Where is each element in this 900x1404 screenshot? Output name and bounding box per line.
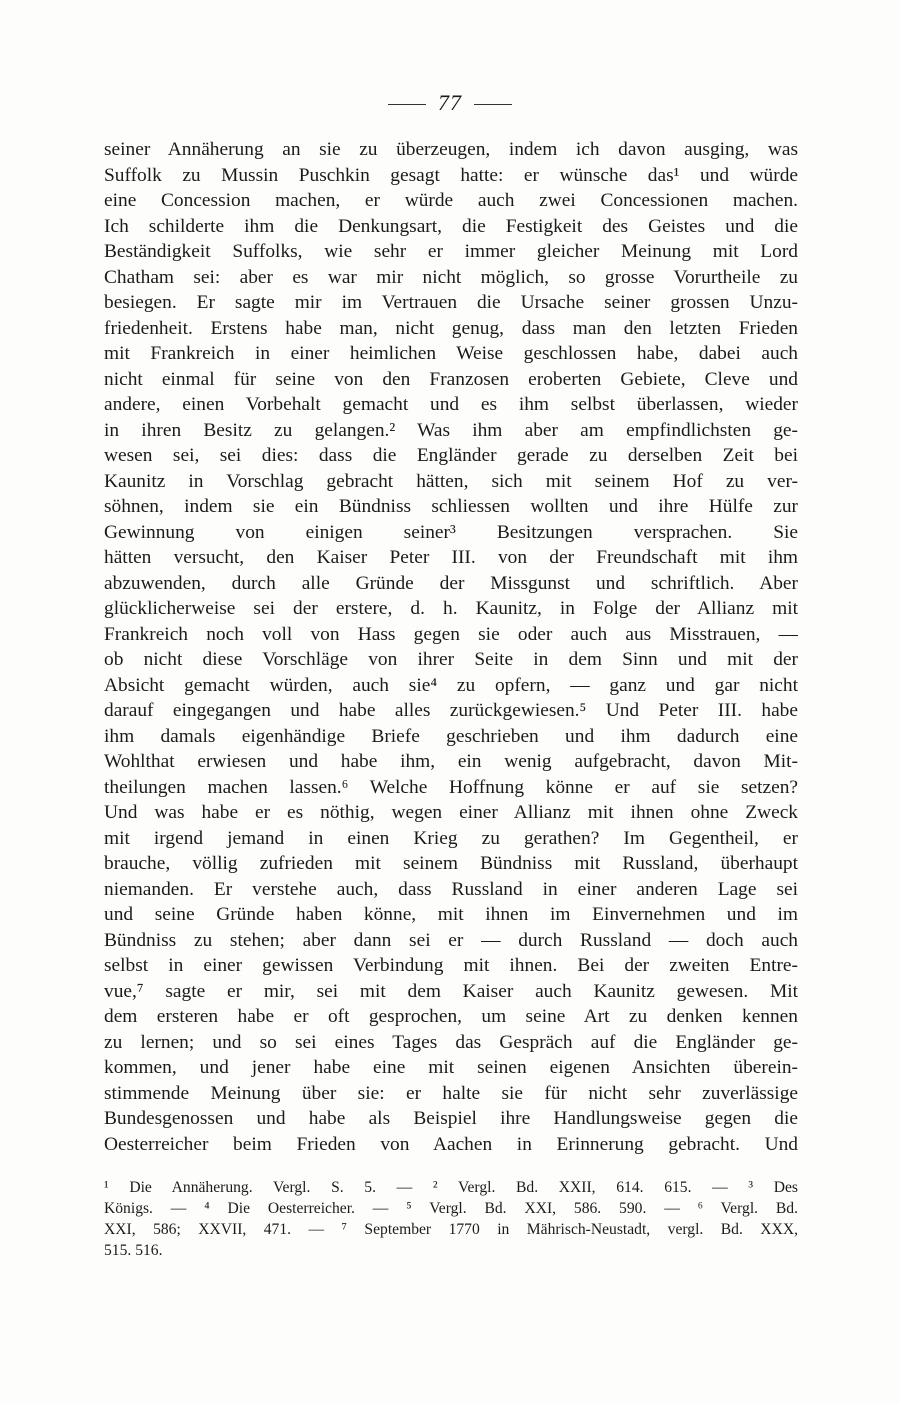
text-line: Suffolk zu Mussin Puschkin gesagt hatte: er wünsche das¹ und würde	[104, 164, 798, 186]
page-number: 77	[438, 90, 462, 115]
text-line: glücklicherweise sei der erstere, d. h. Kaunitz, in Folge der Allianz mit	[104, 598, 798, 619]
text-line: eine Concession machen, er würde auch zwei Concessionen machen.	[104, 190, 798, 211]
text-line: besiegen. Er sagte mir im Vertrauen die Ursache seiner grossen Unzu-	[104, 292, 798, 313]
text-line: andere, einen Vorbehalt gemacht und es ihm selbst überlassen, wieder	[104, 394, 798, 415]
text-line: dem ersteren habe er oft gesprochen, um seine Art zu denken kennen	[104, 1006, 798, 1027]
text-line: Oesterreicher beim Frieden von Aachen in Erinnerung gebracht. Und	[104, 1133, 798, 1155]
text-line: friedenheit. Erstens habe man, nicht genug, dass man den letzten Frieden	[104, 317, 798, 339]
text-line: söhnen, indem sie ein Bündniss schliessen wollten und ihre Hülfe zur	[104, 496, 798, 517]
text-line: darauf eingegangen und habe alles zurückgewiesen.⁵ Und Peter III. habe	[104, 700, 798, 721]
text-line: wesen sei, sei dies: dass die Engländer gerade zu derselben Zeit bei	[104, 445, 798, 466]
footnote-line: XXI, 586; XXVII, 471. — ⁷ September 1770 in Mährisch-Neustadt, vergl. Bd. XXX,	[104, 1221, 798, 1238]
text-line: Wohlthat erwiesen und habe ihm, ein wenig aufgebracht, davon Mit-	[104, 751, 798, 772]
text-line: theilungen machen lassen.⁶ Welche Hoffnung könne er auf sie setzen?	[104, 776, 798, 798]
text-line: Absicht gemacht würden, auch sie⁴ zu opfern, — ganz und gar nicht	[104, 674, 798, 696]
text-line: Chatham sei: aber es war mir nicht möglich, so grosse Vorurtheile zu	[104, 266, 798, 288]
text-line: seiner Annäherung an sie zu überzeugen, indem ich davon ausging, was	[104, 139, 798, 160]
footnote-line: Königs. — ⁴ Die Oesterreicher. — ⁵ Vergl. Bd. XXI, 586. 590. — ⁶ Vergl. Bd.	[104, 1200, 798, 1217]
text-line: Bündniss zu stehen; aber dann sei er — durch Russland — doch auch	[104, 929, 798, 951]
text-line: kommen, und jener habe eine mit seinen eigenen Ansichten überein-	[104, 1057, 798, 1078]
text-line: zu lernen; und so sei eines Tages das Gespräch auf die Engländer ge-	[104, 1031, 798, 1053]
footnote-line: ¹ Die Annäherung. Vergl. S. 5. — ² Vergl. Bd. XXII, 614. 615. — ³ Des	[104, 1179, 798, 1196]
text-line: mit Frankreich in einer heimlichen Weise geschlossen habe, dabei auch	[104, 343, 798, 364]
text-line: selbst in einer gewissen Verbindung mit ihnen. Bei der zweiten Entre-	[104, 955, 798, 976]
text-line: in ihren Besitz zu gelangen.² Was ihm aber am empfindlichsten ge-	[104, 419, 798, 441]
text-line: hätten versucht, den Kaiser Peter III. von der Freundschaft mit ihm	[104, 547, 798, 568]
text-line: Kaunitz in Vorschlag gebracht hätten, sich mit seinem Hof zu ver-	[104, 470, 798, 492]
text-line: Ich schilderte ihm die Denkungsart, die Festigkeit des Geistes und die	[104, 215, 798, 237]
text-line: Und was habe er es nöthig, wegen einer Allianz mit ihnen ohne Zweck	[104, 802, 798, 823]
text-line: niemanden. Er verstehe auch, dass Russland in einer anderen Lage sei	[104, 878, 798, 900]
text-line: ob nicht diese Vorschläge von ihrer Seite in dem Sinn und mit der	[104, 649, 798, 670]
footnote-line: 515. 516.	[104, 1242, 163, 1259]
text-line: brauche, völlig zufrieden mit seinem Bündniss mit Russland, überhaupt	[104, 853, 798, 874]
text-line: Beständigkeit Suffolks, wie sehr er immer gleicher Meinung mit Lord	[104, 241, 798, 262]
text-line: mit irgend jemand in einen Krieg zu gerathen? Im Gegentheil, er	[104, 827, 798, 849]
text-line: abzuwenden, durch alle Gründe der Missgunst und schriftlich. Aber	[104, 572, 798, 594]
footnotes	[104, 1177, 798, 1261]
header-dash-right	[474, 104, 512, 105]
text-line: vue,⁷ sagte er mir, sei mit dem Kaiser auch Kaunitz gewesen. Mit	[104, 980, 798, 1002]
text-line: Bundesgenossen und habe als Beispiel ihre Handlungsweise gegen die	[104, 1108, 798, 1129]
text-line: nicht einmal für seine von den Franzosen eroberten Gebiete, Cleve und	[104, 368, 798, 390]
text-line: Frankreich noch voll von Hass gegen sie oder auch aus Misstrauen, —	[104, 623, 798, 645]
page-header	[0, 90, 900, 116]
text-line: stimmende Meinung über sie: er halte sie für nicht sehr zuverlässige	[104, 1082, 798, 1104]
header-dash-left	[388, 104, 426, 105]
text-line: Gewinnung von einigen seiner³ Besitzungen versprachen. Sie	[104, 521, 798, 543]
text-line: ihm damals eigenhändige Briefe geschrieben und ihm dadurch eine	[104, 725, 798, 747]
body-text	[104, 137, 798, 1157]
text-line: und seine Gründe haben könne, mit ihnen im Einvernehmen und im	[104, 904, 798, 925]
